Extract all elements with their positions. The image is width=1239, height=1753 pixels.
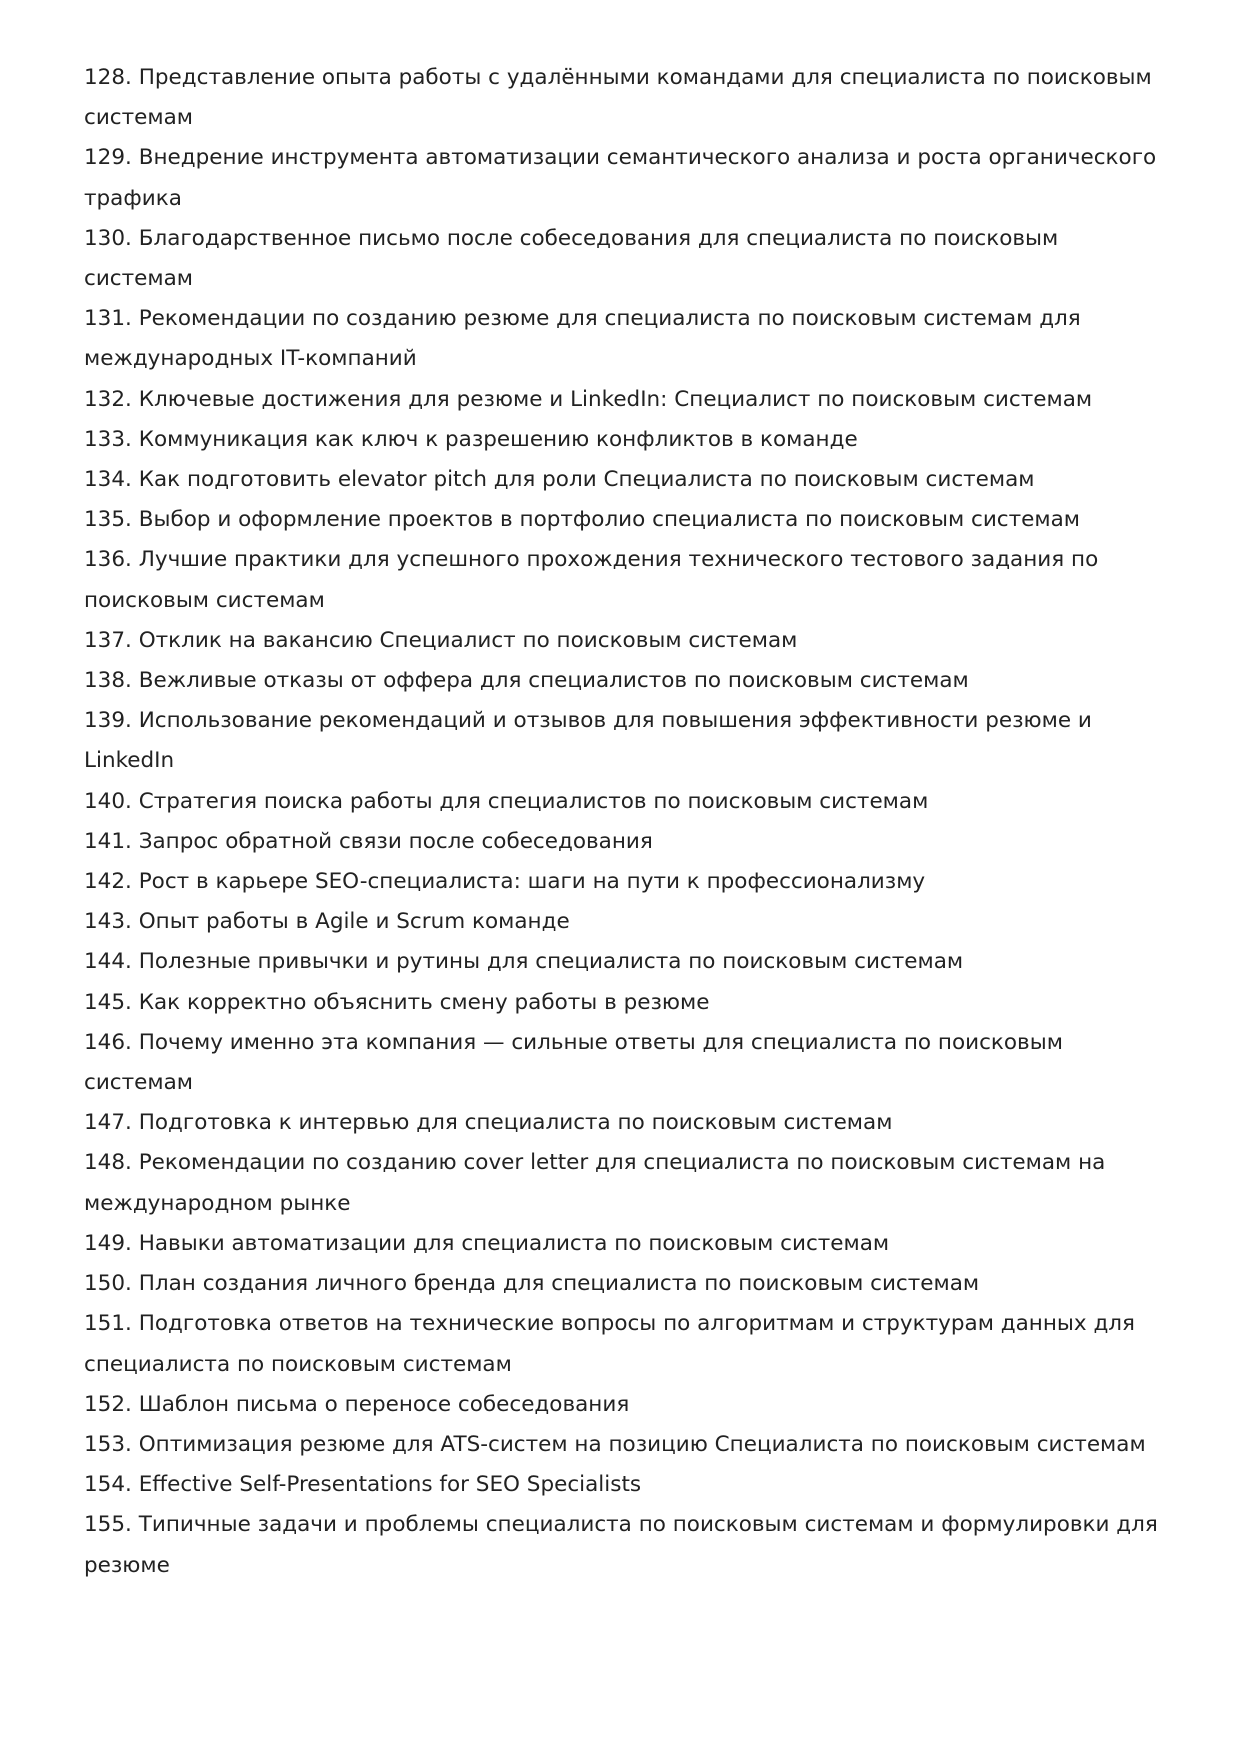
item-number: 136. bbox=[84, 547, 132, 573]
list-item bbox=[84, 460, 1174, 500]
list-item bbox=[84, 1264, 1174, 1304]
document-page bbox=[84, 58, 1174, 1586]
item-text: Как корректно объяснить смену работы в резюме bbox=[138, 989, 710, 1015]
item-text: Опыт работы в Agile и Scrum команде bbox=[138, 909, 570, 935]
item-text: Навыки автоматизации для специалиста по поисковым системам bbox=[138, 1230, 890, 1256]
list-item bbox=[84, 500, 1174, 540]
list-item bbox=[84, 1143, 1174, 1223]
item-number: 143. bbox=[84, 909, 132, 935]
item-text: Представление опыта работы с удалёнными командами для специалиста по поисковым системам bbox=[84, 65, 1152, 131]
item-number: 137. bbox=[84, 627, 132, 653]
list-item bbox=[84, 540, 1174, 620]
item-text: Типичные задачи и проблемы специалиста по поисковым системам и формулировки для резюме bbox=[84, 1512, 1158, 1578]
list-item bbox=[84, 701, 1174, 781]
item-number: 153. bbox=[84, 1431, 132, 1457]
item-number: 135. bbox=[84, 507, 132, 533]
item-text: Запрос обратной связи после собеседования bbox=[138, 828, 653, 854]
list-item bbox=[84, 1304, 1174, 1384]
list-item bbox=[84, 621, 1174, 661]
item-number: 130. bbox=[84, 225, 132, 251]
item-text: Стратегия поиска работы для специалистов по поисковым системам bbox=[138, 788, 929, 814]
item-text: Использование рекомендаций и отзывов для повышения эффективности резюме и LinkedIn bbox=[84, 708, 1092, 774]
list-item bbox=[84, 862, 1174, 902]
item-number: 142. bbox=[84, 869, 132, 895]
item-number: 138. bbox=[84, 668, 132, 694]
item-number: 154. bbox=[84, 1472, 132, 1498]
list-item bbox=[84, 219, 1174, 299]
item-text: Лучшие практики для успешного прохождения технического тестового задания по поисковым системам bbox=[84, 547, 1099, 613]
item-number: 132. bbox=[84, 386, 132, 412]
item-number: 144. bbox=[84, 949, 132, 975]
item-text: Вежливые отказы от оффера для специалистов по поисковым системам bbox=[138, 668, 969, 694]
list-item bbox=[84, 138, 1174, 218]
item-text: Подготовка ответов на технические вопросы по алгоритмам и структурам данных для специалиста по поисковым системам bbox=[84, 1311, 1135, 1377]
item-text: Полезные привычки и рутины для специалиста по поисковым системам bbox=[138, 949, 964, 975]
item-text: Подготовка к интервью для специалиста по поисковым системам bbox=[138, 1110, 893, 1136]
list-item bbox=[84, 822, 1174, 862]
item-text: Внедрение инструмента автоматизации семантического анализа и роста органического трафика bbox=[84, 145, 1157, 211]
list-item bbox=[84, 380, 1174, 420]
item-text: Шаблон письма о переносе собеседования bbox=[138, 1391, 630, 1417]
list-item bbox=[84, 782, 1174, 822]
item-number: 146. bbox=[84, 1029, 132, 1055]
list-item bbox=[84, 1385, 1174, 1425]
item-number: 133. bbox=[84, 426, 132, 452]
item-number: 149. bbox=[84, 1230, 132, 1256]
item-text: План создания личного бренда для специалиста по поисковым системам bbox=[138, 1271, 980, 1297]
item-number: 148. bbox=[84, 1150, 132, 1176]
item-number: 139. bbox=[84, 708, 132, 734]
item-text: Отклик на вакансию Специалист по поисковым системам bbox=[138, 627, 798, 653]
item-text: Как подготовить elevator pitch для роли Специалиста по поисковым системам bbox=[138, 467, 1035, 493]
list-item bbox=[84, 1023, 1174, 1103]
list-item bbox=[84, 942, 1174, 982]
item-text: Рост в карьере SEO-специалиста: шаги на пути к профессионализму bbox=[138, 869, 926, 895]
list-item bbox=[84, 1505, 1174, 1585]
item-number: 134. bbox=[84, 467, 132, 493]
item-text: Оптимизация резюме для ATS-систем на позицию Специалиста по поисковым системам bbox=[138, 1431, 1146, 1457]
item-number: 155. bbox=[84, 1512, 132, 1538]
list-item bbox=[84, 420, 1174, 460]
item-text: Рекомендации по созданию резюме для специалиста по поисковым системам для международных IT-компаний bbox=[84, 306, 1081, 372]
item-text: Effective Self-Presentations for SEO Specialists bbox=[138, 1472, 642, 1498]
item-number: 152. bbox=[84, 1391, 132, 1417]
list-item bbox=[84, 299, 1174, 379]
item-text: Коммуникация как ключ к разрешению конфликтов в команде bbox=[138, 426, 858, 452]
item-text: Ключевые достижения для резюме и LinkedIn: Специалист по поисковым системам bbox=[138, 386, 1093, 412]
item-number: 151. bbox=[84, 1311, 132, 1337]
item-number: 141. bbox=[84, 828, 132, 854]
item-text: Почему именно эта компания — сильные ответы для специалиста по поисковым системам bbox=[84, 1029, 1063, 1096]
item-number: 131. bbox=[84, 306, 132, 332]
item-text: Рекомендации по созданию cover letter для специалиста по поисковым системам на международном рынке bbox=[84, 1150, 1106, 1216]
list-item bbox=[84, 1103, 1174, 1143]
item-text: Выбор и оформление проектов в портфолио специалиста по поисковым системам bbox=[138, 507, 1080, 533]
list-item bbox=[84, 902, 1174, 942]
list-item bbox=[84, 1425, 1174, 1465]
item-number: 128. bbox=[84, 65, 132, 90]
list-item bbox=[84, 983, 1174, 1023]
item-number: 150. bbox=[84, 1271, 132, 1297]
item-number: 145. bbox=[84, 989, 132, 1015]
list-item bbox=[84, 58, 1174, 138]
list-item bbox=[84, 1224, 1174, 1264]
list-item bbox=[84, 1465, 1174, 1505]
item-text: Благодарственное письмо после собеседования для специалиста по поисковым системам bbox=[84, 225, 1059, 292]
item-number: 147. bbox=[84, 1110, 132, 1136]
item-number: 129. bbox=[84, 145, 132, 171]
list-item bbox=[84, 661, 1174, 701]
item-number: 140. bbox=[84, 788, 132, 814]
